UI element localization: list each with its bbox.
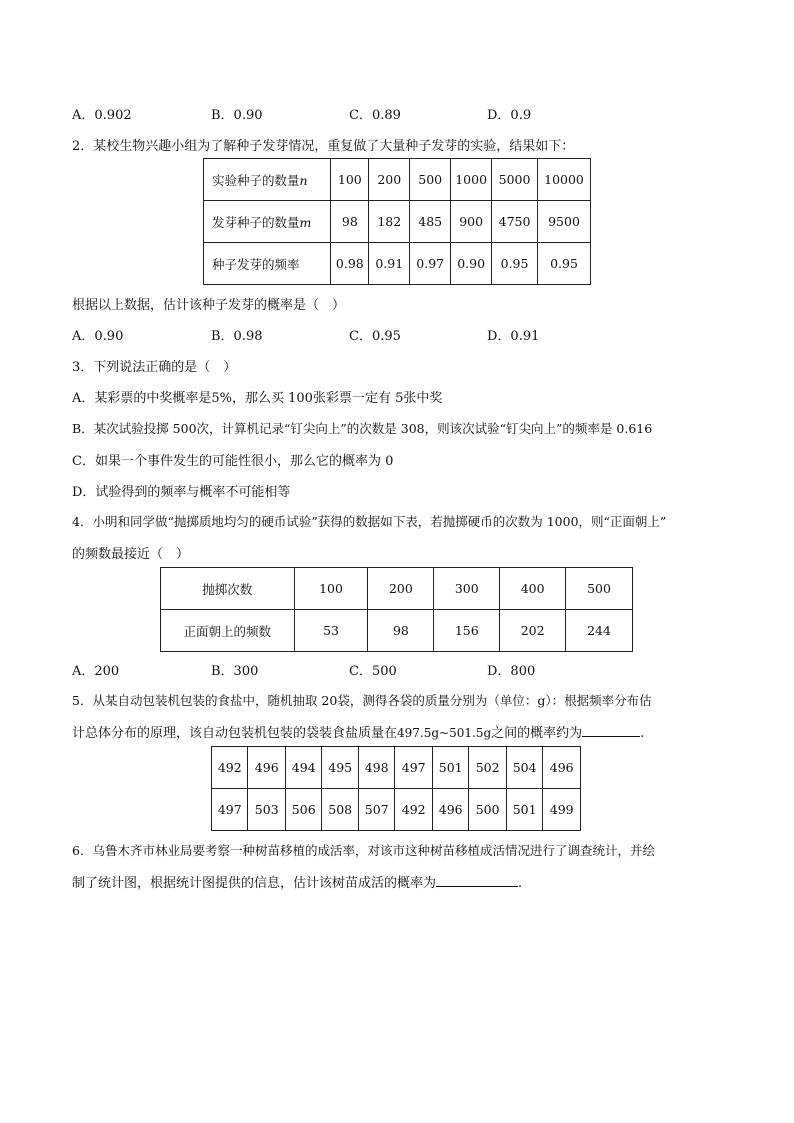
q2-table	[203, 158, 591, 285]
table-cell: 202	[500, 610, 566, 652]
q5-row-1	[212, 747, 581, 789]
table-cell: 502	[469, 747, 507, 789]
q1-option-b: B．0.90	[211, 108, 263, 123]
table-cell: 496	[248, 747, 286, 789]
q3-option-d: D．试验得到的频率与概率不可能相等	[72, 485, 291, 500]
table-cell: 504	[506, 747, 542, 789]
table-cell: 496	[432, 789, 468, 831]
table-cell: 506	[285, 789, 321, 831]
table-cell: 500	[469, 789, 507, 831]
q5-stem-line2: 计总体分布的原理，该自动包装机包装的袋装食盐质量在497.5g~501.5g之间的概率约为 .	[72, 726, 645, 741]
table-cell: 507	[358, 789, 394, 831]
table-cell: 156	[434, 610, 500, 652]
table-cell: 495	[322, 747, 358, 789]
table-cell: 499	[543, 789, 581, 831]
q2-stem: 2．某校生物兴趣小组为了解种子发芽情况，重复做了大量种子发芽的实验，结果如下：	[72, 139, 575, 154]
q4-option-d: D．800	[487, 664, 536, 679]
q2-row-freq	[204, 243, 591, 285]
table-cell: 508	[322, 789, 358, 831]
table-cell: 100	[331, 159, 369, 201]
table-cell: 485	[410, 201, 451, 243]
table-cell: 10000	[538, 159, 591, 201]
q6-stem-line1: 6．乌鲁木齐市林业局要考察一种树苗移植的成活率，对该市这种树苗移植成活情况进行了调查统计，并绘	[72, 843, 655, 858]
q5-stem-line1: 5．从某自动包装机包装的食盐中，随机抽取 20袋，测得各袋的质量分别为（单位：g）：根据频率分布估	[72, 693, 652, 708]
table-cell: 0.90	[451, 243, 492, 285]
table-cell: 200	[369, 159, 410, 201]
q2-option-d: D．0.91	[487, 329, 540, 344]
answer-blank[interactable]	[436, 874, 518, 887]
table-cell: 503	[248, 789, 286, 831]
q3-stem: 3．下列说法正确的是（ ）	[72, 360, 237, 375]
q2-row-label: 实验种子的数量n	[204, 159, 331, 201]
q4-row-heads	[161, 610, 633, 652]
table-cell: 492	[212, 747, 248, 789]
q2-row-label: 种子发芽的频率	[204, 243, 331, 285]
q4-row-label: 抛掷次数	[161, 568, 295, 610]
answer-blank[interactable]	[582, 724, 640, 737]
table-cell: 1000	[451, 159, 492, 201]
table-cell: 9500	[538, 201, 591, 243]
table-cell: 900	[451, 201, 492, 243]
q4-row-throws	[161, 568, 633, 610]
table-cell: 100	[294, 568, 368, 610]
q4-stem-line1: 4．小明和同学做“抛掷质地均匀的硬币试验”获得的数据如下表，若抛掷硬币的次数为 1000，则“正面朝上”	[72, 514, 667, 529]
q3-option-b: B．某次试验投掷 500次，计算机记录“钉尖向上”的次数是 308，则该次试验“钉尖向上”的频率是 0.616	[72, 421, 653, 436]
table-cell: 182	[369, 201, 410, 243]
table-cell: 0.95	[492, 243, 538, 285]
q2-question: 根据以上数据，估计该种子发芽的概率是（ ）	[72, 298, 346, 313]
table-cell: 497	[395, 747, 433, 789]
table-cell: 497	[212, 789, 248, 831]
table-cell: 98	[368, 610, 434, 652]
table-cell: 0.97	[410, 243, 451, 285]
q3-option-a: A．某彩票的中奖概率是5%，那么买 100张彩票一定有 5张中奖	[72, 391, 443, 406]
table-cell: 0.95	[538, 243, 591, 285]
q4-option-b: B．300	[211, 664, 259, 679]
q2-option-a: A．0.90	[72, 329, 124, 344]
q4-option-a: A．200	[72, 664, 120, 679]
table-cell: 501	[432, 747, 468, 789]
q6-stem-line2: 制了统计图，根据统计图提供的信息，估计该树苗成活的概率为 .	[72, 876, 523, 891]
table-cell: 200	[368, 568, 434, 610]
q2-option-c: C．0.95	[349, 329, 401, 344]
q2-row-label: 发芽种子的数量m	[204, 201, 331, 243]
table-cell: 501	[506, 789, 542, 831]
q5-range: 497.5g~501.5g	[397, 726, 492, 740]
table-cell: 500	[566, 568, 633, 610]
q2-row-m	[204, 201, 591, 243]
table-cell: 500	[410, 159, 451, 201]
table-cell: 244	[566, 610, 633, 652]
q4-table	[160, 567, 633, 652]
table-cell: 498	[358, 747, 394, 789]
table-cell: 5000	[492, 159, 538, 201]
table-cell: 400	[500, 568, 566, 610]
table-cell: 53	[294, 610, 368, 652]
q5-row-2	[212, 789, 581, 831]
q4-stem-line2: 的频数最接近（ ）	[72, 547, 190, 562]
q2-row-n	[204, 159, 591, 201]
q1-option-c: C．0.89	[349, 108, 401, 123]
q1-option-d: D．0.9	[487, 108, 532, 123]
table-cell: 0.98	[331, 243, 369, 285]
q5-table	[211, 746, 581, 831]
table-cell: 0.91	[369, 243, 410, 285]
table-cell: 98	[331, 201, 369, 243]
table-cell: 496	[543, 747, 581, 789]
q3-option-c: C．如果一个事件发生的可能性很小，那么它的概率为 0	[72, 454, 394, 469]
table-cell: 492	[395, 789, 433, 831]
table-cell: 300	[434, 568, 500, 610]
q2-option-b: B．0.98	[211, 329, 263, 344]
table-cell: 494	[285, 747, 321, 789]
q4-row-label: 正面朝上的频数	[161, 610, 295, 652]
q4-option-c: C．500	[349, 664, 397, 679]
table-cell: 4750	[492, 201, 538, 243]
q1-option-a: A．0.902	[72, 108, 132, 123]
